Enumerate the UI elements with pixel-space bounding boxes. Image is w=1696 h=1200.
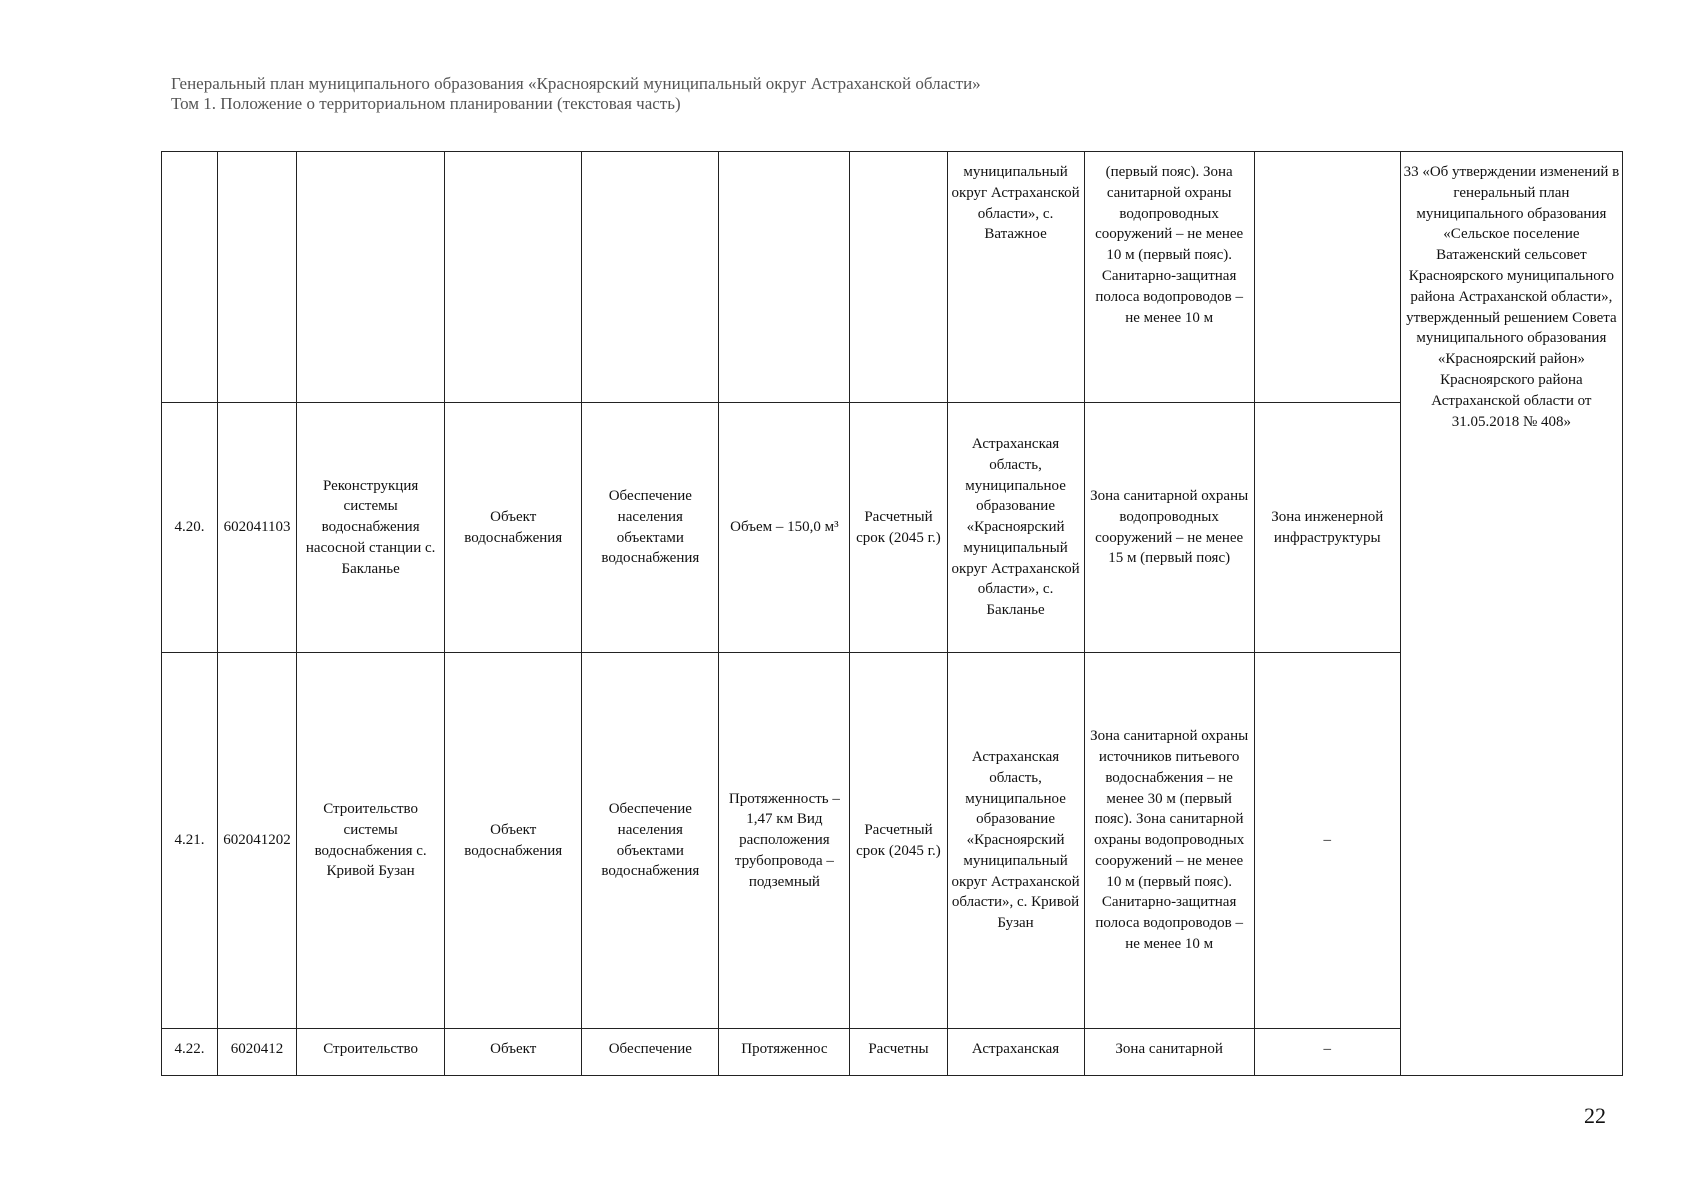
cell-zone: (первый пояс). Зона санитарной охраны водопроводных сооружений – не менее 10 м (первый пояс). Санитарно-защитная полоса водопроводов – не менее 10 м bbox=[1084, 152, 1254, 403]
cell-characteristics: Объем – 150,0 м³ bbox=[719, 403, 850, 653]
cell-purpose bbox=[582, 152, 719, 403]
cell-characteristics: Протяженнос bbox=[719, 1029, 850, 1076]
cell-document: 33 «Об утверждении изменений в генеральный план муниципального образования «Сельское поселение Ватаженский сельсовет Красноярского муниципального района Астраханской области», утвержденный решением Совета муниципального образования «Красноярский район» Красноярского района Астраханской области от 31.05.2018 № 408» bbox=[1400, 152, 1622, 1076]
cell-name: Строительство системы водоснабжения с. Кривой Бузан bbox=[297, 653, 445, 1029]
cell-code bbox=[218, 152, 297, 403]
cell-purpose: Обеспечение населения объектами водоснабжения bbox=[582, 403, 719, 653]
cell-num: 4.20. bbox=[162, 403, 218, 653]
planning-table bbox=[161, 151, 1623, 1076]
cell-location: Астраханская область, муниципальное образование «Красноярский муниципальный округ Астраханской области», с. Бакланье bbox=[947, 403, 1084, 653]
cell-characteristics bbox=[719, 152, 850, 403]
cell-location: муниципальный округ Астраханской области», с. Ватажное bbox=[947, 152, 1084, 403]
cell-term: Расчетный срок (2045 г.) bbox=[850, 403, 947, 653]
cell-name bbox=[297, 152, 445, 403]
cell-functional-zone bbox=[1254, 152, 1400, 403]
cell-num: 4.21. bbox=[162, 653, 218, 1029]
cell-name: Строительство bbox=[297, 1029, 445, 1076]
cell-type: Объект водоснабжения bbox=[445, 653, 582, 1029]
cell-functional-zone: Зона инженерной инфраструктуры bbox=[1254, 403, 1400, 653]
cell-code: 6020412 bbox=[218, 1029, 297, 1076]
cell-num: 4.22. bbox=[162, 1029, 218, 1076]
header-line-1: Генеральный план муниципального образования «Красноярский муниципальный округ Астраханской области» bbox=[171, 74, 981, 93]
cell-code: 602041103 bbox=[218, 403, 297, 653]
page-number: 22 bbox=[1584, 1103, 1606, 1128]
cell-term: Расчетны bbox=[850, 1029, 947, 1076]
cell-name: Реконструкция системы водоснабжения насосной станции с. Бакланье bbox=[297, 403, 445, 653]
cell-zone: Зона санитарной охраны водопроводных сооружений – не менее 15 м (первый пояс) bbox=[1084, 403, 1254, 653]
cell-zone: Зона санитарной bbox=[1084, 1029, 1254, 1076]
header-line-2: Том 1. Положение о территориальном планировании (текстовая часть) bbox=[171, 94, 681, 113]
cell-zone: Зона санитарной охраны источников питьевого водоснабжения – не менее 30 м (первый пояс). Зона санитарной охраны водопроводных сооружений – не менее 10 м (первый пояс). Санитарно-защитная полоса водопроводов – не менее 10 м bbox=[1084, 653, 1254, 1029]
cell-functional-zone: – bbox=[1254, 1029, 1400, 1076]
cell-term bbox=[850, 152, 947, 403]
cell-functional-zone: – bbox=[1254, 653, 1400, 1029]
cell-location: Астраханская область, муниципальное образование «Красноярский муниципальный округ Астраханской области», с. Кривой Бузан bbox=[947, 653, 1084, 1029]
cell-code: 602041202 bbox=[218, 653, 297, 1029]
cell-location: Астраханская bbox=[947, 1029, 1084, 1076]
cell-term: Расчетный срок (2045 г.) bbox=[850, 653, 947, 1029]
table-row-continuation bbox=[162, 152, 1623, 403]
cell-num bbox=[162, 152, 218, 403]
cell-type bbox=[445, 152, 582, 403]
cell-purpose: Обеспечение населения объектами водоснабжения bbox=[582, 653, 719, 1029]
cell-characteristics: Протяженность – 1,47 км Вид расположения трубопровода – подземный bbox=[719, 653, 850, 1029]
cell-purpose: Обеспечение bbox=[582, 1029, 719, 1076]
cell-type: Объект bbox=[445, 1029, 582, 1076]
cell-type: Объект водоснабжения bbox=[445, 403, 582, 653]
running-header bbox=[171, 74, 981, 114]
